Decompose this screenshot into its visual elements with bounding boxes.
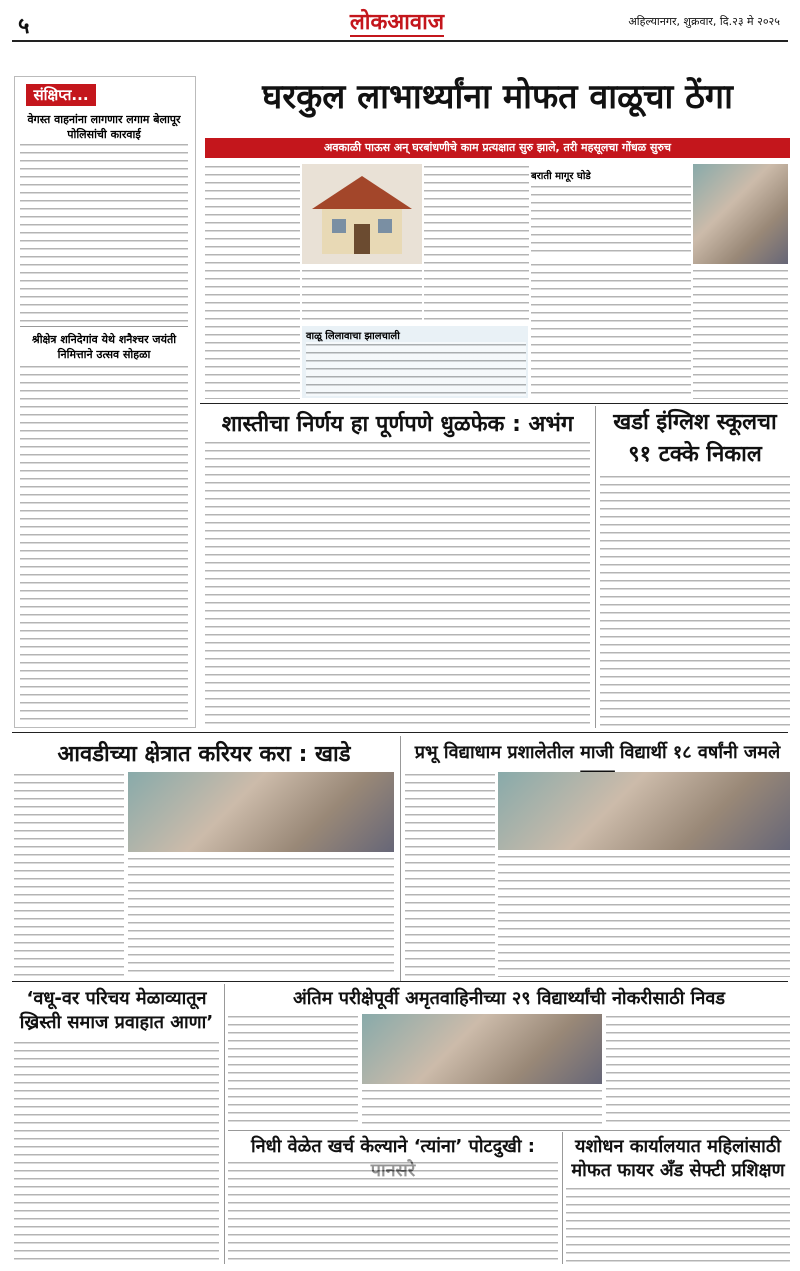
vadhu-body [14,1040,219,1262]
prabhu-body-2 [498,854,790,977]
divider [562,1132,563,1264]
divider [12,981,788,982]
aavad-photo [128,772,394,852]
abhang-headline: शास्तीचा निर्णय हा पूर्णपणे धुळफेक : अभंग [221,412,574,437]
house-photo [302,164,422,264]
byline-body [531,184,691,256]
house-illustration [302,164,422,264]
abhang-body [205,440,590,728]
prabhu-headline: प्रभू विद्याधाम प्रशालेतील माजी विद्यार्थी १८ वर्षांनी जमले [414,742,781,763]
khadra-headline-1: खर्डा इंग्लिश स्कूलचा [613,410,777,435]
lead-headline: घरकुल लाभार्थ्यांना मोफत वाळूचा ठेंगा [262,77,733,117]
page-number: ५ [18,13,30,39]
nidhi-headline: निधी वेळेत खर्च केल्याने ‘त्यांना’ पोटदुखी : [251,1136,535,1157]
antim-body-1 [228,1014,358,1126]
vadhu-headline-2: ख्रिस्ती समाज प्रवाहात आणा’ [19,1012,214,1033]
divider [20,326,188,327]
yashodhan-headline-1: यशोधन कार्यालयात महिलांसाठी [575,1136,781,1157]
aavad-body-2 [128,856,394,977]
masthead-logo: लोकआवाज [349,10,445,35]
author-photo [693,164,788,264]
sidebar-label: संक्षिप्त... [26,84,96,106]
lead-subhead: अवकाळी पाऊस अन् घरबांधणीचे काम प्रत्यक्षात सुरु झाले, तरी महसूलचा गोंधळ सुरुच [205,138,790,158]
khadra-headline-2: ९१ टक्के निकाल [628,442,762,467]
prabhu-body-1 [405,772,495,977]
khadra-body [600,474,790,728]
dateline: अहिल्यानगर, शुक्रवार, दि.२३ मे २०२५ [628,15,780,28]
antim-body-2 [362,1088,602,1126]
lead-col5 [693,268,788,399]
antim-photo [362,1014,602,1084]
sidebar-story2-body [20,364,188,720]
yashodhan-headline-2: मोफत फायर अँड सेफ्टी प्रशिक्षण [571,1160,785,1181]
nidhi-body [228,1160,558,1262]
lead-col2 [302,268,422,323]
aavad-body-1 [14,772,124,977]
prabhu-photo [498,772,790,850]
sidebar-story1-body [20,142,188,322]
divider [200,403,788,404]
antim-headline: अंतिम परीक्षेपूर्वी अमृतवाहिनीच्या २९ विद्यार्थ्यांची नोकरीसाठी निवड [293,988,725,1009]
lead-col1 [205,164,300,399]
sidebar-story1-title: वेगस्त वाहनांना लागणार लगाम बेलापूर पोलिसांची कारवाई [27,113,181,141]
divider [224,984,225,1264]
divider [228,1130,790,1131]
vadhu-headline-1: ‘वधू-वर परिचय मेळाव्यातून [26,988,207,1009]
lead-col3 [424,164,529,324]
header-rule [12,40,788,42]
byline-title: बराती मागूर घोडे [531,171,591,182]
divider [595,406,596,728]
caption-title: वाळू लिलावाचा झालचाली [306,331,400,342]
lead-col4 [531,262,691,399]
yashodhan-body [566,1186,790,1262]
antim-body-3 [606,1014,790,1126]
divider [400,736,401,981]
divider [12,732,788,733]
caption-body [306,342,526,396]
sidebar-story2-title: श्रीक्षेत्र शनिदेगांव येथे शनैश्चर जयंती निमित्ताने उत्सव सोहळा [31,333,177,361]
aavad-headline: आवडीच्या क्षेत्रात करियर करा : खाडे [57,742,351,767]
